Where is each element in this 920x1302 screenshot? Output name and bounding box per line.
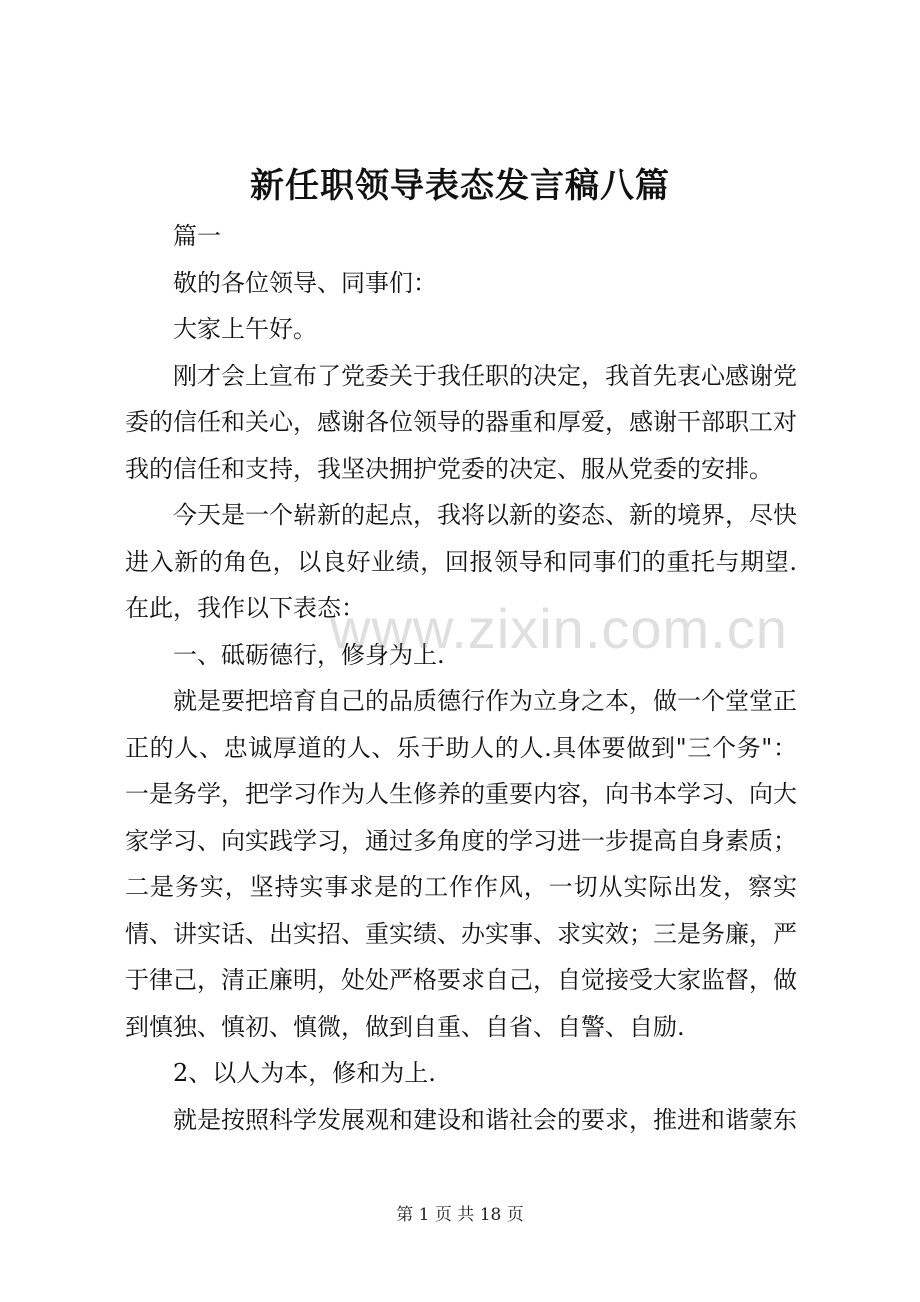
paragraph-point-two-heading: 2、以人为本，修和为上. bbox=[173, 1059, 436, 1087]
paragraph-section-heading: 篇一 bbox=[173, 222, 221, 250]
paragraph-new-start: 今天是一个崭新的起点，我将以新的姿态、新的境界，尽快进入新的角色，以良好业绩，回报领导和同事们的重托与期望.在此，我作以下表态： bbox=[125, 501, 797, 622]
page-footer: 第 1 页 共 18 页 bbox=[396, 1205, 524, 1225]
document-title: 新任职领导表态发言稿八篇 bbox=[250, 166, 670, 206]
paragraph-greeting: 大家上午好。 bbox=[173, 315, 317, 343]
paragraph-salutation: 敬的各位领导、同事们： bbox=[173, 268, 437, 297]
document-body bbox=[125, 213, 797, 1143]
paragraph-point-two-body: 就是按照科学发展观和建设和谐社会的要求，推进和谐蒙东 bbox=[173, 1105, 797, 1134]
watermark: www.zixin.com.cn bbox=[330, 597, 788, 660]
paragraph-point-one-body: 就是要把培育自己的品质德行作为立身之本，做一个堂堂正正的人、忠诚厚道的人、乐于助人的人.具体要做到"三个务"：一是务学，把学习作为人生修养的重要内容，向书本学习、向大家学习、向实践学习，通过多角度的学习进一步提高自身素质；二是务实，坚持实事求是的工作作风，一切从实际出发，察实情、讲实话、出实招、重实绩、办实事、求实效；三是务廉，严于律己，清正廉明，处处严格要求自己，自觉接受大家监督，做到慎独、慎初、慎微，做到自重、自省、自警、自励. bbox=[125, 687, 797, 1041]
paragraph-point-one-heading: 一、砥砺德行，修身为上. bbox=[173, 640, 445, 669]
paragraph-thanks: 刚才会上宣布了党委关于我任职的决定，我首先衷心感谢党委的信任和关心，感谢各位领导的器重和厚爱，感谢干部职工对我的信任和支持，我坚决拥护党委的决定、服从党委的安排。 bbox=[125, 361, 797, 483]
